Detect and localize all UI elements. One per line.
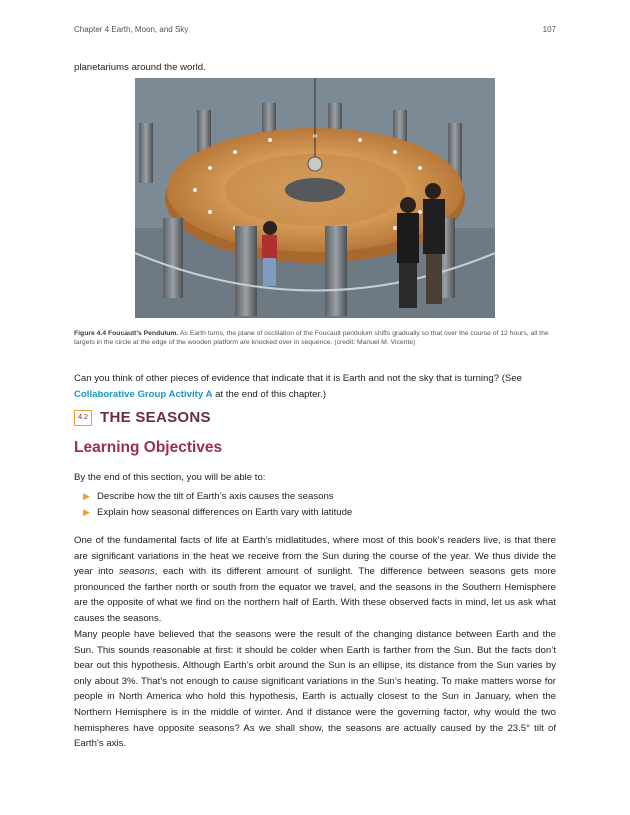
foucault-pendulum-photo xyxy=(135,78,495,318)
seasons-emphasis: seasons xyxy=(119,566,155,578)
section-number-badge: 4.2 xyxy=(74,410,92,426)
collaborative-activity-link[interactable]: Collaborative Group Activity A xyxy=(74,388,213,400)
intro-text: planetariums around the world. xyxy=(74,62,206,73)
learning-objectives-list xyxy=(83,489,352,520)
arrow-bullet-icon: ▶ xyxy=(83,506,90,517)
section-title: THE SEASONS xyxy=(100,409,211,426)
list-item xyxy=(83,489,352,505)
question-text-after: at the end of this chapter.) xyxy=(212,388,327,400)
objective-text: Describe how the tilt of Earth’s axis causes the seasons xyxy=(97,491,334,502)
figure-caption-text: As Earth turns, the plane of oscillation of the Foucault pendulum shifts gradually so that over the course of 12 hours, all the targets in the circle at the edge of the wooden platform are knocked over in sequence. (credit: Manuel M. Vicente) xyxy=(74,330,549,347)
body-paragraph-2: Many people have believed that the seasons were the result of the changing distance between Earth and the Sun. This sounds reasonable at first: it should be colder when Earth is farther from the Sun. But the facts don’t bear out this hypothesis. Although Earth’s orbit around the Sun is an ellipse, its distance from the Sun varies by only about 3%. That’s not enough to cause significant variations in the Sun’s heating. To make matters worse for people in North America who hold this hypothesis, Earth is actually closest to the Sun in January, when the Northern Hemisphere is in the middle of winter. And if distance were the governing factor, why would the two hemispheres have opposite seasons? As we shall show, the seasons are actually caused by the 23.5° tilt of Earth’s axis. xyxy=(74,629,556,750)
figure-label: Figure 4.4 Foucault’s Pendulum. xyxy=(74,330,179,337)
question-text-before: Can you think of other pieces of evidence that indicate that it is Earth and not the sky that is turning? (See xyxy=(74,373,522,384)
list-item xyxy=(83,505,352,521)
learning-objectives-intro: By the end of this section, you will be able to: xyxy=(74,472,266,483)
paragraph1-before: One of the fundamental facts of life at Earth’s midlatitudes, where most of this book’s readers live, is that there are significant variations in the heat we receive from the Sun during the course of the year. We thus divide the year into xyxy=(74,535,556,578)
question-paragraph xyxy=(74,371,556,402)
pendulum-illustration xyxy=(135,78,495,318)
figure-caption xyxy=(74,329,556,348)
arrow-bullet-icon: ▶ xyxy=(83,491,90,501)
page-number: 107 xyxy=(542,25,556,34)
paragraph1-after: , each with its different amount of sunlight. The difference between seasons gets more pronounced the farther north or south from the equator we travel, and the seasons in the Southern Hemisphere are the opposite of what we find on the northern half of Earth. With these observed facts in mind, let us ask what causes the seasons. xyxy=(74,566,556,624)
chapter-title: Chapter 4 Earth, Moon, and Sky xyxy=(74,25,189,34)
learning-objectives-title: Learning Objectives xyxy=(74,439,223,456)
body-paragraph-1 xyxy=(74,533,556,627)
objective-text: Explain how seasonal differences on Earth vary with latitude xyxy=(97,506,353,518)
